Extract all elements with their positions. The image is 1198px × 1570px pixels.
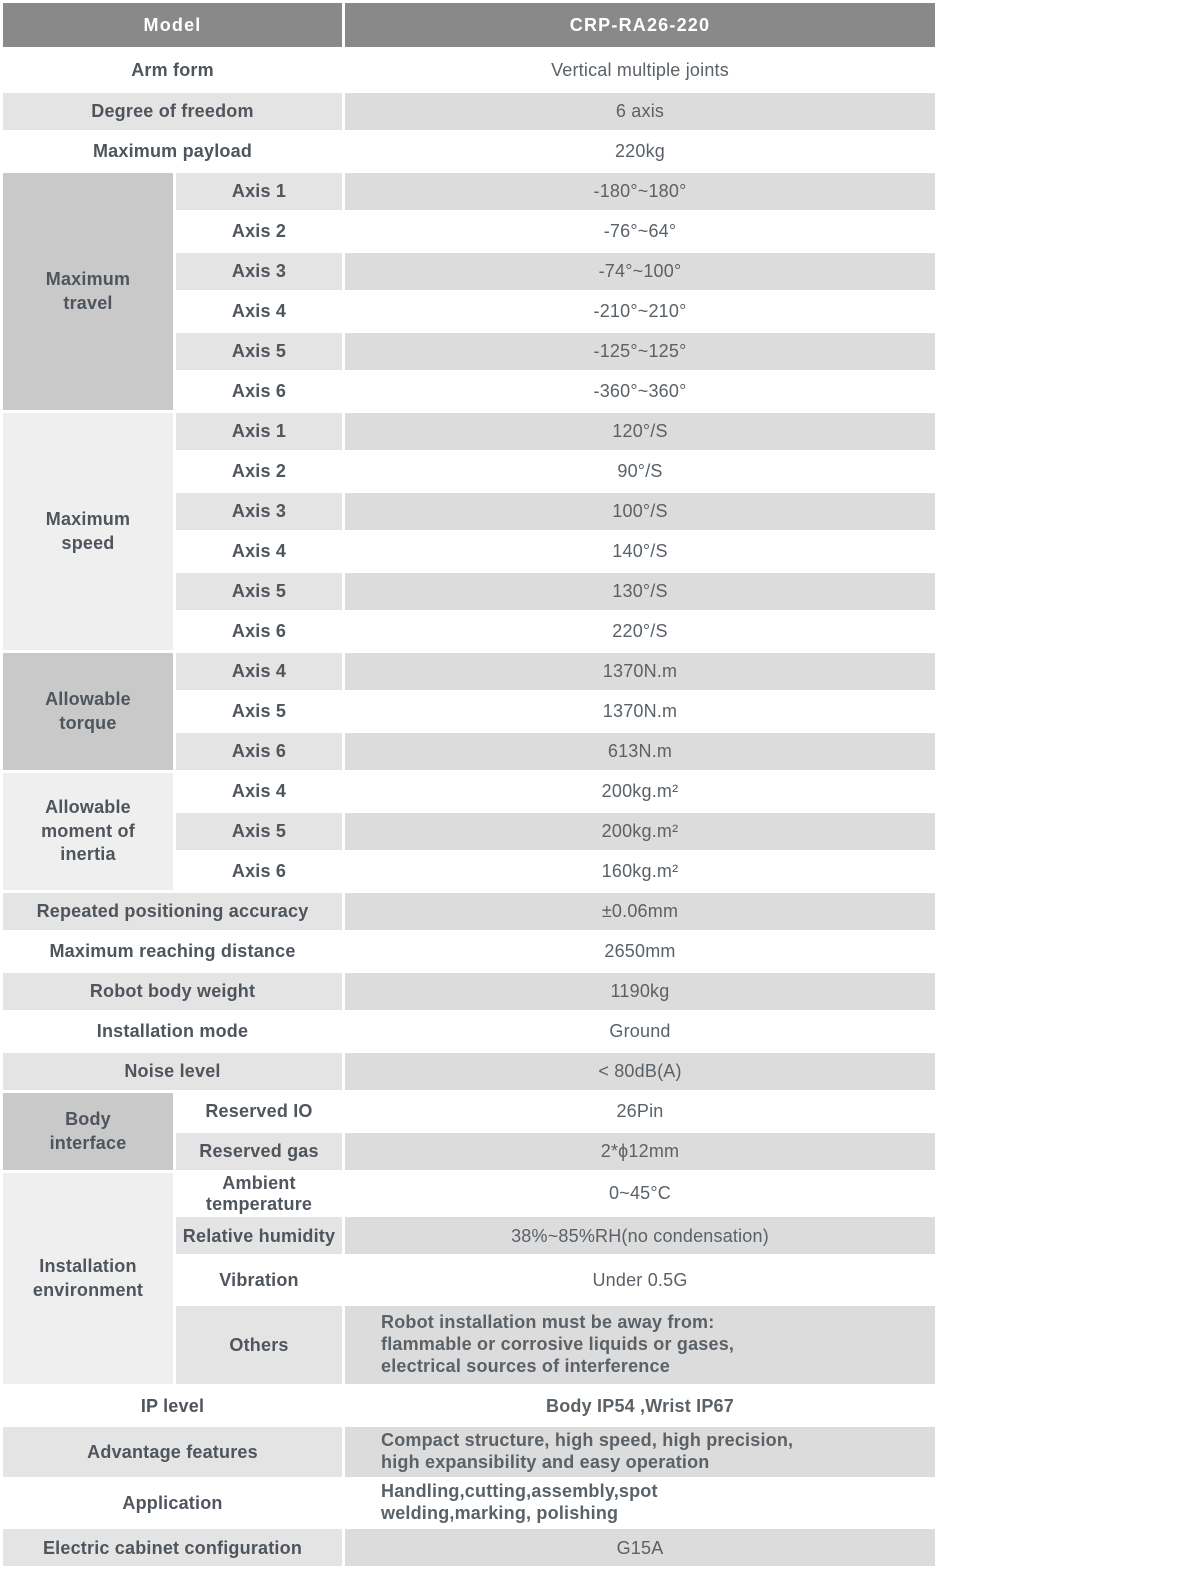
- row-sublabel: Axis 5: [176, 693, 342, 730]
- row-label: Maximum reaching distance: [3, 933, 342, 970]
- row-sublabel: Ambient temperature: [176, 1173, 342, 1214]
- table-row: [3, 1387, 935, 1424]
- group-label-installation-environment: Installation environment: [3, 1173, 173, 1384]
- row-value: 6 axis: [345, 93, 935, 130]
- row-value: 0~45°C: [345, 1173, 935, 1214]
- group-label-allowable-moment-of-inertia: Allowable moment of inertia: [3, 773, 173, 890]
- table-row: [3, 133, 935, 170]
- row-value: -125°~125°: [345, 333, 935, 370]
- row-value: 120°/S: [345, 413, 935, 450]
- table-row: [3, 933, 935, 970]
- row-sublabel: Axis 1: [176, 413, 342, 450]
- row-value: G15A: [345, 1529, 935, 1566]
- table-row: [3, 1053, 935, 1090]
- row-value: ±0.06mm: [345, 893, 935, 930]
- row-value: 160kg.m²: [345, 853, 935, 890]
- row-value: -74°~100°: [345, 253, 935, 290]
- table-row: [3, 1480, 935, 1526]
- group-label-body-interface: Body interface: [3, 1093, 173, 1170]
- row-sublabel: Axis 4: [176, 653, 342, 690]
- table-row: [3, 973, 935, 1010]
- table-row: [3, 773, 935, 810]
- row-label: Arm form: [3, 50, 342, 90]
- row-value: Handling,cutting,assembly,spot welding,marking, polishing: [345, 1480, 935, 1526]
- table-row: [3, 50, 935, 90]
- row-value: -76°~64°: [345, 213, 935, 250]
- table-row: [3, 1529, 935, 1566]
- table-row: [3, 93, 935, 130]
- row-sublabel: Axis 6: [176, 853, 342, 890]
- row-value: Body IP54 ,Wrist IP67: [345, 1387, 935, 1424]
- table-row: [3, 413, 935, 450]
- row-value: 140°/S: [345, 533, 935, 570]
- row-value: -360°~360°: [345, 373, 935, 410]
- row-value: 26Pin: [345, 1093, 935, 1130]
- row-value: 220°/S: [345, 613, 935, 650]
- row-sublabel: Axis 6: [176, 373, 342, 410]
- row-value: Ground: [345, 1013, 935, 1050]
- header-row: [3, 3, 935, 47]
- table-row: [3, 653, 935, 690]
- row-label: Degree of freedom: [3, 93, 342, 130]
- row-value: 100°/S: [345, 493, 935, 530]
- row-value: 38%~85%RH(no condensation): [345, 1217, 935, 1254]
- table-row: [3, 893, 935, 930]
- row-sublabel: Axis 2: [176, 213, 342, 250]
- row-value: 200kg.m²: [345, 773, 935, 810]
- row-label: Application: [3, 1480, 342, 1526]
- row-sublabel: Axis 3: [176, 493, 342, 530]
- row-label: IP level: [3, 1387, 342, 1424]
- row-sublabel: Axis 4: [176, 533, 342, 570]
- group-label-maximum-speed: Maximum speed: [3, 413, 173, 650]
- row-value: Vertical multiple joints: [345, 50, 935, 90]
- model-header-value: CRP-RA26-220: [345, 3, 935, 47]
- group-label-maximum-travel: Maximum travel: [3, 173, 173, 410]
- row-sublabel: Axis 5: [176, 813, 342, 850]
- model-header-label: Model: [3, 3, 342, 47]
- row-value: Compact structure, high speed, high precision, high expansibility and easy operation: [345, 1427, 935, 1477]
- row-value: < 80dB(A): [345, 1053, 935, 1090]
- row-value: 1190kg: [345, 973, 935, 1010]
- row-label: Electric cabinet configuration: [3, 1529, 342, 1566]
- row-sublabel: Axis 5: [176, 333, 342, 370]
- table-row: [3, 1013, 935, 1050]
- row-value: -210°~210°: [345, 293, 935, 330]
- row-sublabel: Axis 2: [176, 453, 342, 490]
- row-sublabel: Axis 6: [176, 613, 342, 650]
- row-value: -180°~180°: [345, 173, 935, 210]
- row-sublabel: Axis 6: [176, 733, 342, 770]
- row-value: 2*ϕ12mm: [345, 1133, 935, 1170]
- row-label: Robot body weight: [3, 973, 342, 1010]
- table-row: [3, 1173, 935, 1214]
- row-value: 130°/S: [345, 573, 935, 610]
- row-sublabel: Reserved gas: [176, 1133, 342, 1170]
- row-label: Advantage features: [3, 1427, 342, 1477]
- row-value: 220kg: [345, 133, 935, 170]
- row-label: Repeated positioning accuracy: [3, 893, 342, 930]
- table-row: [3, 173, 935, 210]
- row-sublabel: Others: [176, 1306, 342, 1384]
- row-sublabel: Reserved IO: [176, 1093, 342, 1130]
- row-sublabel: Vibration: [176, 1257, 342, 1303]
- row-value: 1370N.m: [345, 653, 935, 690]
- row-sublabel: Relative humidity: [176, 1217, 342, 1254]
- table-row: [3, 1427, 935, 1477]
- row-sublabel: Axis 5: [176, 573, 342, 610]
- row-value: 2650mm: [345, 933, 935, 970]
- table-row: [3, 1093, 935, 1130]
- row-label: Installation mode: [3, 1013, 342, 1050]
- row-label: Noise level: [3, 1053, 342, 1090]
- row-value: 613N.m: [345, 733, 935, 770]
- row-sublabel: Axis 4: [176, 293, 342, 330]
- row-value: 200kg.m²: [345, 813, 935, 850]
- row-value: Robot installation must be away from: flammable or corrosive liquids or gases, electrical sources of interference: [345, 1306, 935, 1384]
- row-value: Under 0.5G: [345, 1257, 935, 1303]
- row-sublabel: Axis 4: [176, 773, 342, 810]
- group-label-allowable-torque: Allowable torque: [3, 653, 173, 770]
- row-label: Maximum payload: [3, 133, 342, 170]
- row-value: 1370N.m: [345, 693, 935, 730]
- row-value: 90°/S: [345, 453, 935, 490]
- row-sublabel: Axis 3: [176, 253, 342, 290]
- row-sublabel: Axis 1: [176, 173, 342, 210]
